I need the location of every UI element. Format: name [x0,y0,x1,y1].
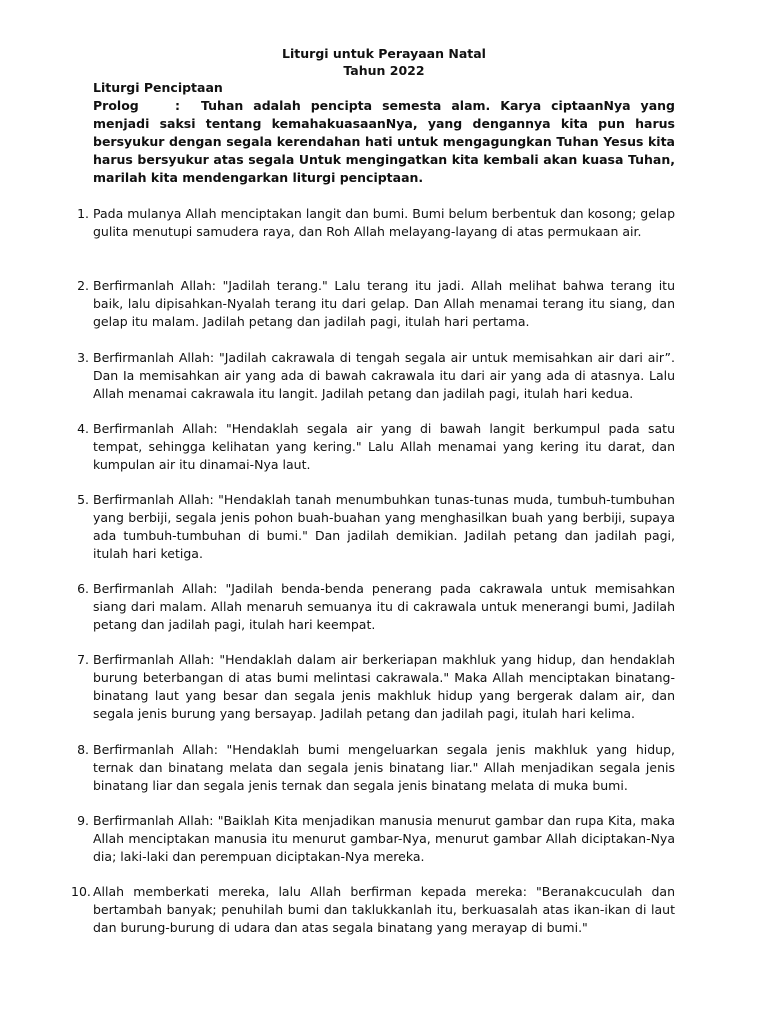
list-item [77,349,675,403]
list-item-number: 4. [77,421,89,436]
list-item [77,812,675,866]
list-item-number: 10. [71,884,91,899]
list-item [77,580,675,634]
prolog-label: Prolog [93,98,139,113]
list-item [77,741,675,795]
list-item-text: Berfirmanlah Allah: "Hendaklah bumi mengeluarkan segala jenis makhluk yang hidup, ternak dan binatang melata dan segala jenis binatang liar." Allah menjadikan segala jenis binatang liar dan segala jenis ternak dan segala jenis binatang melata di muka bumi. [93,742,675,793]
list-item [77,420,675,474]
list-item [77,651,675,723]
list-item-text: Berfirmanlah Allah: "Jadilah terang." Lalu terang itu jadi. Allah melihat bahwa terang itu baik, lalu dipisahkan-Nyalah terang itu dari gelap. Dan Allah menamai terang itu siang, dan gelap itu malam. Jadilah petang dan jadilah pagi, itulah hari pertama. [93,278,675,329]
list-item-text: Berfirmanlah Allah: "Hendaklah dalam air berkeriapan makhluk yang hidup, dan hendaklah burung beterbangan di atas bumi melintasi cakrawala." Maka Allah menciptakan binatang-binatang laut yang besar dan segala jenis makhluk hidup yang bergerak dalam air, dan segala jenis burung yang bersayap. Jadilah petang dan jadilah pagi, itulah hari kelima. [93,652,675,721]
list-item [71,883,675,937]
list-item-text: Berfirmanlah Allah: "Hendaklah tanah menumbuhkan tunas-tunas muda, tumbuh-tumbuhan yang berbiji, segala jenis pohon buah-buahan yang menghasilkan buah yang berbiji, supaya ada tumbuh-tumbuhan di bumi." Dan jadilah demikian. Jadilah petang dan jadilah pagi, itulah hari ketiga. [93,492,675,561]
list-item-number: 1. [77,206,89,221]
list-item-number: 5. [77,492,89,507]
list-item [77,205,675,241]
list-item-number: 2. [77,278,89,293]
list-item-text: Pada mulanya Allah menciptakan langit dan bumi. Bumi belum berbentuk dan kosong; gelap gulita menutupi samudera raya, dan Roh Allah melayang-layang di atas permukaan air. [93,206,675,239]
list-item-text: Allah memberkati mereka, lalu Allah berfirman kepada mereka: "Beranakcuculah dan bertambah banyak; penuhilah bumi dan taklukkanlah itu, berkuasalah atas ikan-ikan di laut dan burung-burung di udara dan atas segala binatang yang merayap di bumi." [93,884,675,935]
prolog-text: Tuhan adalah pencipta semesta alam. Karya ciptaanNya yang menjadi saksi tentang kemahakuasaanNya, yang dengannya kita pun harus bersyukur dengan segala kerendahan hati untuk mengagungkan Tuhan Yesus kita harus bersyukur atas segala Untuk mengingatkan kita kembali akan kuasa Tuhan, marilah kita mendengarkan liturgi penciptaan. [93,98,675,185]
list-item-number: 3. [77,350,89,365]
list-item [77,277,675,331]
list-item-number: 7. [77,652,89,667]
list-item-number: 9. [77,813,89,828]
prolog-separator: : [175,98,180,113]
list-item [77,491,675,563]
list-item-text: Berfirmanlah Allah: "Baiklah Kita menjadikan manusia menurut gambar dan rupa Kita, maka Allah menciptakan manusia itu menurut gambar-Nya, menurut gambar Allah diciptakan-Nya dia; laki-laki dan perempuan diciptakan-Nya mereka. [93,813,675,864]
list-item-text: Berfirmanlah Allah: "Jadilah benda-benda penerang pada cakrawala untuk memisahkan siang dari malam. Allah menaruh semuanya itu di cakrawala untuk menerangi bumi, Jadilah petang dan jadilah pagi, itulah hari keempat. [93,581,675,632]
document-subtitle-year: Tahun 2022 [343,63,425,78]
section-heading: Liturgi Penciptaan [93,80,223,95]
list-item-number: 8. [77,742,89,757]
list-item-text: Berfirmanlah Allah: "Hendaklah segala air yang di bawah langit berkumpul pada satu tempat, sehingga kelihatan yang kering." Lalu Allah menamai yang kering itu darat, dan kumpulan air itu dinamai-Nya laut. [93,421,675,472]
list-item-number: 6. [77,581,89,596]
document-title: Liturgi untuk Perayaan Natal [282,46,486,61]
list-item-text: Berfirmanlah Allah: "Jadilah cakrawala di tengah segala air untuk memisahkan air dari air”. Dan Ia memisahkan air yang ada di bawah cakrawala itu dari air yang ada di atasnya. Lalu Allah menamai cakrawala itu langit. Jadilah petang dan jadilah pagi, itulah hari kedua. [93,350,675,401]
